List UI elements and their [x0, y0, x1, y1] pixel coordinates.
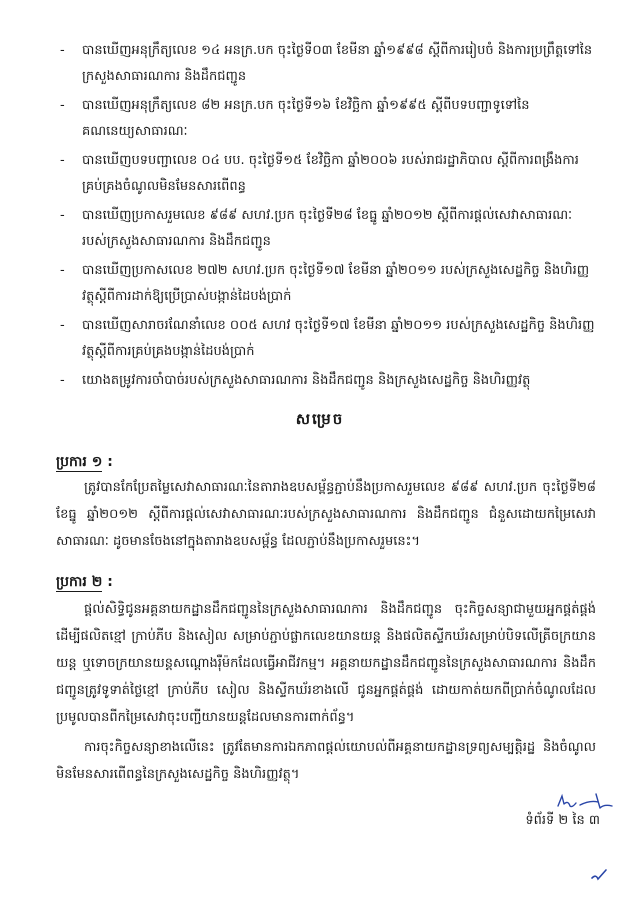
decision-title: សម្រេច	[295, 410, 345, 428]
preamble-item	[56, 368, 596, 394]
bullet-dash: -	[60, 43, 65, 58]
article-1-colon: :	[107, 454, 113, 470]
bullet-dash: -	[60, 373, 65, 388]
bullet-dash: -	[60, 318, 65, 333]
preamble-item	[56, 148, 596, 200]
article-2-paragraph-1: ផ្តល់សិទ្ធិជូនអគ្គនាយកដ្ឋានដឹកជញ្ជូននៃក្រសួងសាធារណការ និងដឹកជញ្ជូន ចុះកិច្ចសន្យាជាមួយអ្នកផ្គត់ផ្គង់ ដើម្បីផលិតខ្មៅ ក្រាប់ភីប និងសៀល សម្រាប់ភ្ជាប់ផ្លាកលេខយានយន្ត និងផលិតស្ទីកឃ័រសម្រាប់បិទលើត្រីចក្រយានយន្ត ឬទោចក្រយានយន្តសណ្តោងរ៉ឺម៉កដែលធ្វើអាជីវកម្ម។ អគ្គនាយកដ្ឋានដឹកជញ្ជូននៃក្រសួងសាធារណការ និងដឹកជញ្ជូនត្រូវទូទាត់ថ្លៃខ្មៅ ក្រាប់ភីប សៀល និងស្ទីកឃ័រខាងលើ ជូនអ្នកផ្គត់ផ្គង់ ដោយកាត់យកពីប្រាក់ចំណូលដែលប្រមូលបានពីកម្រៃសេវាចុះបញ្ជីយានយន្តដែលមានការពាក់ព័ន្ធ។	[56, 602, 596, 725]
preamble-list	[56, 38, 596, 397]
preamble-item	[56, 38, 596, 90]
bullet-dash: -	[60, 208, 65, 223]
preamble-text: បានឃើញអនុក្រឹត្យលេខ ១៤ អនក្រ.បក ចុះថ្ងៃទី០៣ ខែមីនា ឆ្នាំ១៩៩៨ ស្តីពីការរៀបចំ និងការប្រព្រឹត្តទៅនៃក្រសួងសាធារណការ និងដឹកជញ្ជូន	[82, 43, 593, 84]
preamble-text: បានឃើញប្រកាសរួមលេខ ៩៨៩ សហវ.ប្រក ចុះថ្ងៃទី២៨ ខែធ្នូ ឆ្នាំ២០១២ ស្តីពីការផ្តល់សេវាសាធារណៈរបស់ក្រសួងសាធារណការ និងដឹកជញ្ជូន	[82, 208, 573, 249]
bullet-dash: -	[60, 263, 65, 278]
preamble-item	[56, 93, 596, 145]
article-1-label: ប្រការ ១	[56, 454, 103, 470]
corner-ink-mark	[588, 866, 612, 890]
bullet-dash: -	[60, 153, 65, 168]
article-1-heading	[56, 452, 113, 473]
preamble-item	[56, 313, 596, 365]
page-number: ទំព័រទី ២ នៃ ៣	[525, 813, 600, 828]
article-2-heading	[56, 572, 113, 593]
tick-mark	[588, 866, 612, 886]
preamble-text: បានឃើញប្រកាសលេខ ២៧២ សហវ.ប្រក ចុះថ្ងៃទី១៧ ខែមីនា ឆ្នាំ២០១១ របស់ក្រសួងសេដ្ឋកិច្ច និងហិរញ្ញវត្ថុស្តីពីការដាក់ឱ្យប្រើប្រាស់បង្កាន់ដៃបង់ប្រាក់	[82, 263, 590, 304]
preamble-text: បានឃើញអនុក្រឹត្យលេខ ៨២ អនក្រ.បក ចុះថ្ងៃទី១៦ ខែវិច្ឆិកា ឆ្នាំ១៩៩៥ ស្តីពីបទបញ្ជាទូទៅនៃគណនេយ្យសាធារណៈ	[82, 98, 530, 139]
preamble-text: យោងតម្រូវការចាំបាច់របស់ក្រសួងសាធារណការ និងដឹកជញ្ជូន និងក្រសួងសេដ្ឋកិច្ច និងហិរញ្ញវត្ថុ	[82, 373, 531, 388]
article-2-paragraph-2: ការចុះកិច្ចសន្យាខាងលើនេះ ត្រូវតែមានការឯកភាពផ្តល់យោបល់ពីអគ្គនាយកដ្ឋានទ្រព្យសម្បត្តិរដ្ឋ និងចំណូលមិនមែនសារពើពន្ធនៃក្រសួងសេដ្ឋកិច្ច និងហិរញ្ញវត្ថុ។	[56, 740, 596, 782]
preamble-text: បានឃើញសារាចរណែនាំលេខ ០០៥ សហវ ចុះថ្ងៃទី១៧ ខែមីនា ឆ្នាំ២០១១ របស់ក្រសួងសេដ្ឋកិច្ច និងហិរញ្ញវត្ថុស្តីពីការគ្រប់គ្រងបង្កាន់ដៃបង់ប្រាក់	[82, 318, 595, 359]
preamble-item	[56, 203, 596, 255]
bullet-dash: -	[60, 98, 65, 113]
article-2-label: ប្រការ ២	[56, 574, 103, 590]
preamble-text: បានឃើញបទបញ្ជាលេខ ០៤ បប. ចុះថ្ងៃទី១៥ ខែវិច្ឆិកា ឆ្នាំ២០០៦ របស់រាជរដ្ឋាភិបាល ស្តីពីការពង្រឹងការគ្រប់គ្រងចំណូលមិនមែនសារពើពន្ធ	[82, 153, 579, 194]
preamble-item	[56, 258, 596, 310]
article-2-colon: :	[107, 574, 113, 590]
article-1-text: ត្រូវបានកែប្រែតម្លៃសេវាសាធារណៈនៃតារាងឧបសម្ព័ន្ធភ្ជាប់នឹងប្រកាសរួមលេខ ៩៨៩ សហវ.ប្រក ចុះថ្ងៃទី២៨ ខែធ្នូ ឆ្នាំ២០១២ ស្តីពីការផ្តល់សេវាសាធារណៈរបស់ក្រសួងសាធារណការ និងដឹកជញ្ជូន ជំនួសដោយកម្រៃសេវាសាធារណៈ ដូចមានចែងនៅក្នុងតារាងឧបសម្ព័ន្ធ ដែលភ្ជាប់នឹងប្រកាសរួមនេះ។	[56, 480, 596, 549]
